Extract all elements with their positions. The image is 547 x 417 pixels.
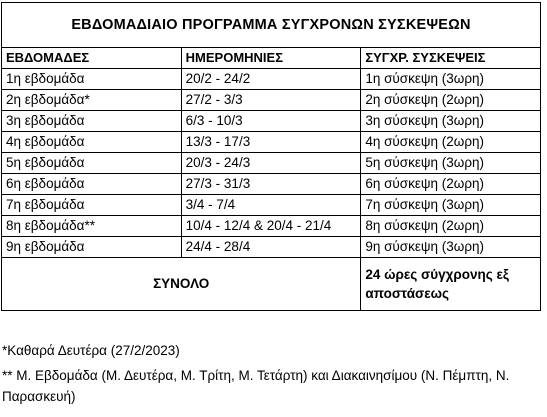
row-meeting: 1η σύσκεψη (3ωρη) <box>361 69 541 90</box>
row-meeting: 5η σύσκεψη (3ωρη) <box>361 153 541 174</box>
table-row <box>2 195 541 216</box>
row-dates: 20/2 - 24/2 <box>181 69 361 90</box>
table-row <box>2 153 541 174</box>
schedule-table <box>1 2 541 311</box>
row-week: 1η εβδομάδα <box>2 69 182 90</box>
header-row <box>2 48 541 69</box>
row-week: 5η εβδομάδα <box>2 153 182 174</box>
row-week: 3η εβδομάδα <box>2 111 182 132</box>
row-week: 9η εβδομάδα <box>2 237 182 258</box>
row-meeting: 4η σύσκεψη (2ωρη) <box>361 132 541 153</box>
row-dates: 27/2 - 3/3 <box>181 90 361 111</box>
table-row <box>2 111 541 132</box>
footnote-holy-week: ** Μ. Εβδομάδα (Μ. Δευτέρα, Μ. Τρίτη, Μ. Τετάρτη) και Διακαινησίμου (Ν. Πέμπτη, Ν. Παρασκευή) <box>2 368 510 404</box>
title-row <box>2 3 541 48</box>
row-meeting: 7η σύσκεψη (3ωρη) <box>361 195 541 216</box>
table-row <box>2 216 541 237</box>
header-meetings: ΣΥΓΧΡ. ΣΥΣΚΕΨΕΙΣ <box>361 48 541 69</box>
header-dates: ΗΜΕΡΟΜΗΝΙΕΣ <box>181 48 361 69</box>
row-meeting: 2η σύσκεψη (2ωρη) <box>361 90 541 111</box>
total-row <box>2 258 541 311</box>
footnote-clean-monday: *Καθαρά Δευτέρα (27/2/2023) <box>2 343 180 358</box>
table-title: ΕΒΔΟΜΑΔΙΑΙΟ ΠΡΟΓΡΑΜΜΑ ΣΥΓΧΡΟΝΩΝ ΣΥΣΚΕΨΕΩΝ <box>2 3 541 48</box>
row-week: 4η εβδομάδα <box>2 132 182 153</box>
row-dates: 6/3 - 10/3 <box>181 111 361 132</box>
row-dates: 3/4 - 7/4 <box>181 195 361 216</box>
row-dates: 20/3 - 24/3 <box>181 153 361 174</box>
row-meeting: 6η σύσκεψη (2ωρη) <box>361 174 541 195</box>
row-week: 8η εβδομάδα** <box>2 216 182 237</box>
row-meeting: 9η σύσκεψη (3ωρη) <box>361 237 541 258</box>
total-value: 24 ώρες σύγχρονης εξ αποστάσεως <box>361 258 541 311</box>
row-dates: 27/3 - 31/3 <box>181 174 361 195</box>
row-meeting: 8η σύσκεψη (2ωρη) <box>361 216 541 237</box>
table-row <box>2 237 541 258</box>
table-row <box>2 90 541 111</box>
table-row <box>2 69 541 90</box>
row-week: 2η εβδομάδα* <box>2 90 182 111</box>
header-week: ΕΒΔΟΜΑΔΕΣ <box>2 48 182 69</box>
row-meeting: 3η σύσκεψη (3ωρη) <box>361 111 541 132</box>
row-dates: 24/4 - 28/4 <box>181 237 361 258</box>
table-row <box>2 132 541 153</box>
row-dates: 10/4 - 12/4 & 20/4 - 21/4 <box>181 216 361 237</box>
footnotes <box>2 340 542 411</box>
row-week: 7η εβδομάδα <box>2 195 182 216</box>
row-week: 6η εβδομάδα <box>2 174 182 195</box>
total-label: ΣΥΝΟΛΟ <box>2 258 361 311</box>
table-row <box>2 174 541 195</box>
row-dates: 13/3 - 17/3 <box>181 132 361 153</box>
